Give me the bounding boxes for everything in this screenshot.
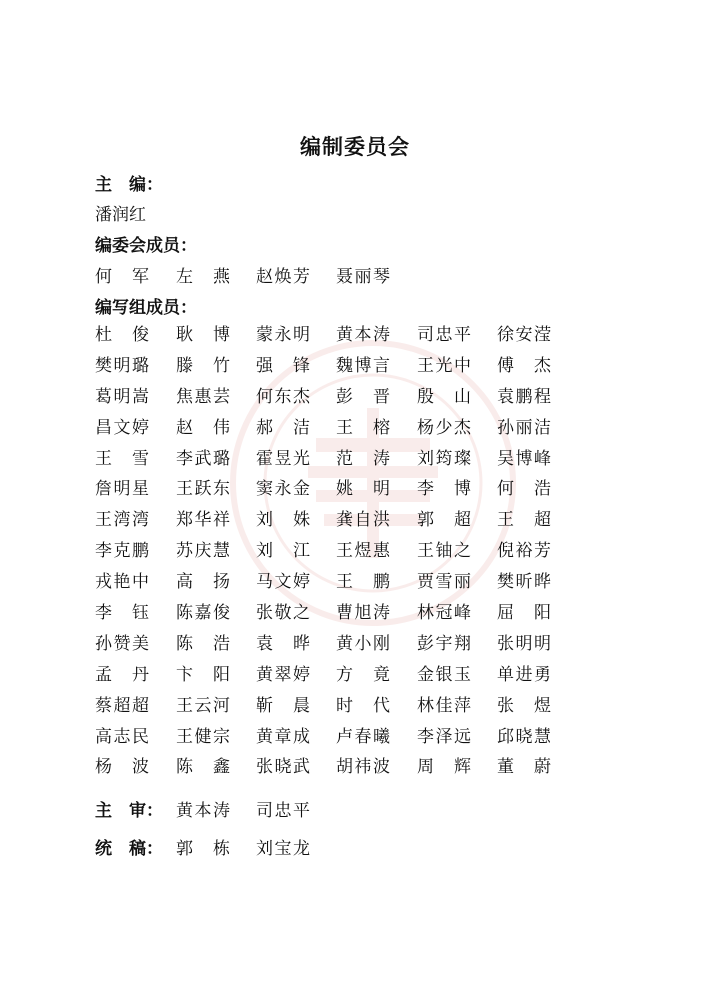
writer-name: 周 辉 <box>417 757 471 778</box>
writer-name: 陈嘉俊 <box>176 603 230 624</box>
writer-name: 强 锋 <box>256 355 310 376</box>
page-title: 编制委员会 <box>300 135 410 159</box>
writer-name: 马文婷 <box>256 572 310 593</box>
writer-name: 郭 超 <box>417 510 471 531</box>
reviewer-label: 主 审： <box>95 801 163 821</box>
writer-name: 黄小刚 <box>336 633 390 654</box>
writers-row <box>95 505 565 536</box>
writer-name: 倪裕芳 <box>497 541 551 562</box>
writers-row <box>95 536 565 567</box>
writer-name: 李武璐 <box>176 448 230 469</box>
writer-name: 张敬之 <box>256 603 310 624</box>
writer-name: 徐安滢 <box>497 325 551 345</box>
committee-member: 何 军 <box>95 267 149 287</box>
writer-name: 霍昱光 <box>256 448 310 469</box>
writer-name: 蔡超超 <box>95 695 149 716</box>
writer-name: 傅 杰 <box>497 355 551 376</box>
writer-name: 魏博言 <box>336 355 390 376</box>
writer-name: 王光中 <box>417 355 471 376</box>
writer-name: 林佳萍 <box>417 695 471 716</box>
writer-name: 窦永金 <box>256 479 310 500</box>
writer-name: 王跃东 <box>176 479 230 500</box>
writers-row <box>95 320 565 351</box>
writer-name: 邱晓慧 <box>497 726 551 747</box>
writer-name: 屈 阳 <box>497 603 551 624</box>
writers-row <box>95 444 565 475</box>
writers-row <box>95 351 565 382</box>
writer-name: 孙丽洁 <box>497 417 551 438</box>
writer-name: 袁 晔 <box>256 633 310 654</box>
reviewer-line <box>95 796 310 821</box>
writer-name: 黄本涛 <box>336 325 390 345</box>
writers-row <box>95 598 565 629</box>
writer-name: 刘筠璨 <box>417 448 471 469</box>
reviewer-name: 司忠平 <box>256 801 310 821</box>
writer-name: 焦惠芸 <box>176 386 230 407</box>
writer-name: 李 博 <box>417 479 471 500</box>
writer-name: 杨 波 <box>95 757 149 778</box>
writer-name: 张晓武 <box>256 757 310 778</box>
writer-name: 卞 阳 <box>176 664 230 685</box>
writers-label: 编写组成员： <box>95 298 197 318</box>
writer-name: 蒙永明 <box>256 325 310 345</box>
writer-name: 姚 明 <box>336 479 390 500</box>
writers-row <box>95 567 565 598</box>
editor-name: 潘润红 <box>95 205 146 225</box>
writer-name: 黄翠婷 <box>256 664 310 685</box>
writer-name: 金银玉 <box>417 664 471 685</box>
writer-name: 卢春曦 <box>336 726 390 747</box>
finalizer-name: 郭 栋 <box>176 839 230 859</box>
writer-name: 吴博峰 <box>497 448 551 469</box>
writer-name: 何东杰 <box>256 386 310 407</box>
writer-name: 胡祎波 <box>336 757 390 778</box>
writers-row <box>95 660 565 691</box>
writer-name: 杨少杰 <box>417 417 471 438</box>
writer-name: 耿 博 <box>176 325 230 345</box>
writer-name: 刘 江 <box>256 541 310 562</box>
writer-name: 陈 鑫 <box>176 757 230 778</box>
writer-name: 樊昕晔 <box>497 572 551 593</box>
writers-row <box>95 629 565 660</box>
writer-name: 方 竟 <box>336 664 390 685</box>
writers-grid <box>95 320 565 780</box>
writer-name: 王 榕 <box>336 417 390 438</box>
writer-name: 王湾湾 <box>95 510 149 531</box>
writer-name: 殷 山 <box>417 386 471 407</box>
writer-name: 王云河 <box>176 695 230 716</box>
writer-name: 王 鹏 <box>336 572 390 593</box>
writer-name: 龚自洪 <box>336 510 390 531</box>
writer-name: 董 蔚 <box>497 757 551 778</box>
writer-name: 高 扬 <box>176 572 230 593</box>
committee-member: 左 燕 <box>176 267 230 287</box>
writer-name: 戎艳中 <box>95 572 149 593</box>
writer-name: 李泽远 <box>417 726 471 747</box>
writer-name: 郝 洁 <box>256 417 310 438</box>
writers-row <box>95 722 565 753</box>
writer-name: 郑华祥 <box>176 510 230 531</box>
committee-member: 赵焕芳 <box>256 267 310 287</box>
writer-name: 孙赞美 <box>95 633 149 654</box>
writer-name: 曹旭涛 <box>336 603 390 624</box>
committee-label: 编委会成员： <box>95 236 197 256</box>
writer-name: 贾雪丽 <box>417 572 471 593</box>
writer-name: 袁鹏程 <box>497 386 551 407</box>
writer-name: 孟 丹 <box>95 664 149 685</box>
writer-name: 单进勇 <box>497 664 551 685</box>
writer-name: 王 雪 <box>95 448 149 469</box>
writer-name: 李 钰 <box>95 603 149 624</box>
editor-label: 主 编： <box>95 175 163 195</box>
writer-name: 昌文婷 <box>95 417 149 438</box>
writer-name: 王煜惠 <box>336 541 390 562</box>
writer-name: 赵 伟 <box>176 417 230 438</box>
writer-name: 王健宗 <box>176 726 230 747</box>
writer-name: 时 代 <box>336 695 390 716</box>
writers-row <box>95 752 565 783</box>
writer-name: 陈 浩 <box>176 633 230 654</box>
writers-row <box>95 691 565 722</box>
writer-name: 林冠峰 <box>417 603 471 624</box>
writers-row <box>95 474 565 505</box>
writers-row <box>95 382 565 413</box>
writer-name: 苏庆慧 <box>176 541 230 562</box>
writer-name: 刘 姝 <box>256 510 310 531</box>
writer-name: 司忠平 <box>417 325 471 345</box>
writer-name: 靳 晨 <box>256 695 310 716</box>
writer-name: 高志民 <box>95 726 149 747</box>
writers-row <box>95 413 565 444</box>
reviewer-name: 黄本涛 <box>176 801 230 821</box>
writer-name: 王铀之 <box>417 541 471 562</box>
writer-name: 葛明嵩 <box>95 386 149 407</box>
committee-member: 聂丽琴 <box>336 267 390 287</box>
writer-name: 黄章成 <box>256 726 310 747</box>
writer-name: 彭宇翔 <box>417 633 471 654</box>
writer-name: 王 超 <box>497 510 551 531</box>
writer-name: 杜 俊 <box>95 325 149 345</box>
writer-name: 何 浩 <box>497 479 551 500</box>
writer-name: 张明明 <box>497 633 551 654</box>
writer-name: 彭 晋 <box>336 386 390 407</box>
finalizer-line <box>95 834 310 859</box>
writer-name: 詹明星 <box>95 479 149 500</box>
finalizer-label: 统 稿： <box>95 839 163 859</box>
writer-name: 范 涛 <box>336 448 390 469</box>
writer-name: 滕 竹 <box>176 355 230 376</box>
writer-name: 张 煜 <box>497 695 551 716</box>
writer-name: 樊明璐 <box>95 355 149 376</box>
writer-name: 李克鹏 <box>95 541 149 562</box>
finalizer-name: 刘宝龙 <box>256 839 310 859</box>
